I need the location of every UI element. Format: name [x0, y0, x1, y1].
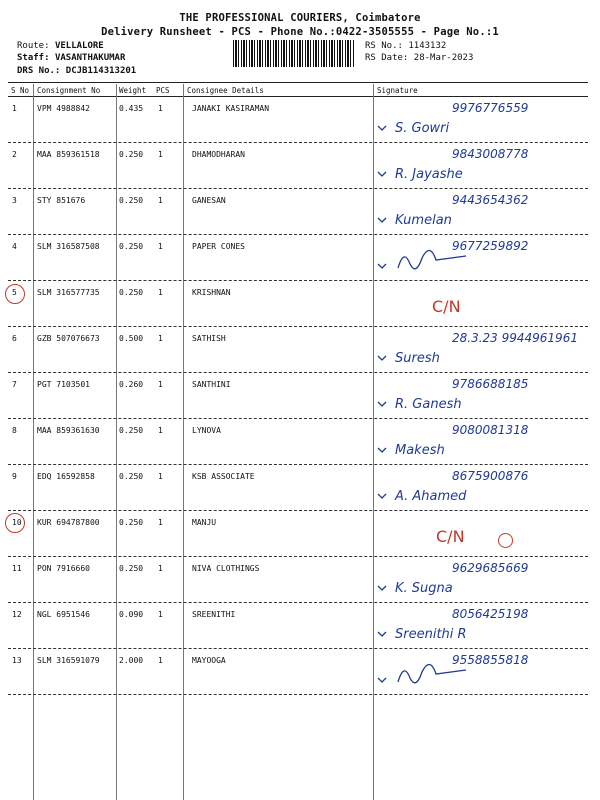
col-header-sno: S No — [11, 86, 30, 95]
cell-consignment: MAA 859361630 — [37, 426, 100, 435]
cell-consignment: STY 851676 — [37, 196, 86, 205]
cell-pcs: 1 — [158, 518, 163, 527]
cell-sno: 6 — [12, 334, 17, 343]
cell-consignment: PON 7916660 — [37, 564, 90, 573]
tick-mark — [378, 356, 386, 360]
cell-weight: 0.250 — [119, 288, 144, 297]
cell-consignment: SLM 316587508 — [37, 242, 100, 251]
cell-consignment: KUR 694787800 — [37, 518, 100, 527]
cell-weight: 0.435 — [119, 104, 144, 113]
cell-pcs: 1 — [158, 610, 163, 619]
tick-mark — [378, 218, 386, 222]
cell-pcs: 1 — [158, 564, 163, 573]
handwritten-phone: 8675900876 — [452, 469, 529, 483]
tick-mark — [378, 402, 386, 406]
tick-mark — [378, 126, 386, 130]
handwritten-name: Makesh — [395, 443, 445, 458]
handwritten-phone: 28.3.23 9944961961 — [452, 331, 578, 345]
cell-weight: 0.250 — [119, 242, 144, 251]
cell-consignment: PGT 7103501 — [37, 380, 90, 389]
col-header-signature: Signature — [377, 86, 418, 95]
title-line-1: THE PROFESSIONAL COURIERS, Coimbatore — [179, 12, 421, 24]
handwritten-name: S. Gowri — [395, 121, 450, 136]
cell-weight: 0.500 — [119, 334, 144, 343]
cn-mark: C/N — [432, 297, 461, 316]
cell-weight: 0.250 — [119, 426, 144, 435]
cell-consignee: KRISHNAN — [192, 288, 231, 297]
cell-consignee: DHAMODHARAN — [192, 150, 245, 159]
cell-weight: 0.260 — [119, 380, 144, 389]
route-field: Route: VELLALORE — [17, 41, 104, 51]
cell-weight: 2.000 — [119, 656, 144, 665]
tick-mark — [378, 448, 386, 452]
cell-weight: 0.250 — [119, 564, 144, 573]
handwritten-name: R. Jayashe — [395, 167, 463, 182]
cell-pcs: 1 — [158, 334, 163, 343]
cell-consignment: NGL 6951546 — [37, 610, 90, 619]
cell-consignment: MAA 859361518 — [37, 150, 100, 159]
col-header-weight: Weight — [119, 86, 147, 95]
cell-consignee: NIVA CLOTHINGS — [192, 564, 260, 573]
cell-sno: 7 — [12, 380, 17, 389]
cell-pcs: 1 — [158, 196, 163, 205]
col-header-consignment: Consignment No — [37, 86, 101, 95]
tick-mark — [378, 678, 386, 682]
handwritten-phone: 9558855818 — [452, 653, 529, 667]
cell-sno: 1 — [12, 104, 17, 113]
cell-weight: 0.250 — [119, 472, 144, 481]
staff-field: Staff: VASANTHAKUMAR — [17, 53, 126, 63]
handwritten-phone: 9976776559 — [452, 101, 529, 115]
cell-sno: 4 — [12, 242, 17, 251]
cell-sno: 3 — [12, 196, 17, 205]
cell-weight: 0.250 — [119, 196, 144, 205]
cell-sno: 2 — [12, 150, 17, 159]
tick-mark — [378, 586, 386, 590]
tick-mark — [378, 264, 386, 268]
cell-consignee: KSB ASSOCIATE — [192, 472, 255, 481]
handwritten-phone: 9843008778 — [452, 147, 529, 161]
cell-consignee: PAPER CONES — [192, 242, 245, 251]
drs-field: DRS No.: DCJB114313201 — [17, 66, 137, 76]
cell-sno: 8 — [12, 426, 17, 435]
handwritten-name: Kumelan — [395, 213, 452, 228]
cell-sno: 9 — [12, 472, 17, 481]
handwritten-phone: 8056425198 — [452, 607, 529, 621]
cell-weight: 0.250 — [119, 150, 144, 159]
cell-sno: 13 — [12, 656, 22, 665]
handwritten-name: K. Sugna — [395, 581, 453, 596]
cell-pcs: 1 — [158, 288, 163, 297]
tick-mark — [378, 632, 386, 636]
handwritten-phone: 9786688185 — [452, 377, 529, 391]
rs-no-field: RS No.: 1143132 — [365, 41, 447, 51]
col-header-consignee: Consignee Details — [187, 86, 264, 95]
handwritten-phone: 9629685669 — [452, 561, 529, 575]
cell-consignment: VPM 4988842 — [37, 104, 90, 113]
rs-date-field: RS Date: 28-Mar-2023 — [365, 53, 474, 63]
cell-consignment: GZB 507076673 — [37, 334, 100, 343]
cell-consignment: SLM 316577735 — [37, 288, 100, 297]
col-header-pcs: PCS — [156, 86, 170, 95]
cell-consignee: SANTHINI — [192, 380, 231, 389]
cell-consignment: EDQ 16592858 — [37, 472, 95, 481]
cell-pcs: 1 — [158, 150, 163, 159]
handwritten-name: A. Ahamed — [395, 489, 467, 504]
cell-pcs: 1 — [158, 472, 163, 481]
cell-weight: 0.250 — [119, 518, 144, 527]
cell-pcs: 1 — [158, 656, 163, 665]
handwritten-name: R. Ganesh — [395, 397, 462, 412]
cell-pcs: 1 — [158, 104, 163, 113]
cell-pcs: 1 — [158, 380, 163, 389]
tick-mark — [378, 172, 386, 176]
cn-mark: C/N — [436, 527, 465, 546]
cell-consignment: SLM 316591079 — [37, 656, 100, 665]
handwritten-name: Sreenithi R — [395, 627, 467, 642]
cell-pcs: 1 — [158, 242, 163, 251]
cell-consignee: MAYOOGA — [192, 656, 226, 665]
cell-pcs: 1 — [158, 426, 163, 435]
cell-consignee: LYNOVA — [192, 426, 221, 435]
cell-sno: 11 — [12, 564, 22, 573]
cell-sno: 5 — [12, 288, 17, 297]
cell-consignee: JANAKI KASIRAMAN — [192, 104, 270, 113]
cell-consignee: SATHISH — [192, 334, 226, 343]
signature-scribble — [398, 250, 466, 268]
tick-mark — [378, 494, 386, 498]
cell-consignee: GANESAN — [192, 196, 226, 205]
handwritten-phone: 9080081318 — [452, 423, 529, 437]
cell-weight: 0.090 — [119, 610, 144, 619]
signature-scribble — [398, 664, 466, 682]
title-line-2: Delivery Runsheet - PCS - Phone No.:0422-3505555 - Page No.:1 — [101, 26, 499, 38]
cell-consignee: SREENITHI — [192, 610, 236, 619]
handwritten-name: Suresh — [395, 351, 440, 366]
handwritten-phone: 9677259892 — [452, 239, 529, 253]
cell-consignee: MANJU — [192, 518, 217, 527]
cell-sno: 12 — [12, 610, 22, 619]
cell-sno: 10 — [12, 518, 22, 527]
handwritten-phone: 9443654362 — [452, 193, 529, 207]
